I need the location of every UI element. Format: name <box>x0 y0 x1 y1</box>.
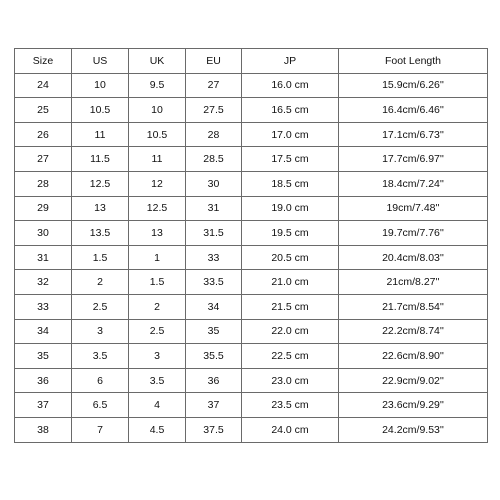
eu-cell: 37.5 <box>186 417 242 442</box>
size-cell: 31 <box>15 245 72 270</box>
jp-cell: 20.5 cm <box>242 245 339 270</box>
table-row <box>15 245 488 270</box>
us-cell: 10 <box>72 73 129 98</box>
size-cell: 37 <box>15 393 72 418</box>
table-row <box>15 270 488 295</box>
jp-cell: 16.0 cm <box>242 73 339 98</box>
eu-cell: 28.5 <box>186 147 242 172</box>
foot-length-cell: 22.6cm/8.90'' <box>339 344 488 369</box>
uk-cell: 2.5 <box>129 319 186 344</box>
jp-cell: 19.0 cm <box>242 196 339 221</box>
us-cell: 3.5 <box>72 344 129 369</box>
foot-length-cell: 19.7cm/7.76'' <box>339 221 488 246</box>
size-cell: 28 <box>15 171 72 196</box>
us-cell: 11 <box>72 122 129 147</box>
table-row <box>15 319 488 344</box>
size-cell: 33 <box>15 294 72 319</box>
foot-length-cell: 22.2cm/8.74'' <box>339 319 488 344</box>
foot-length-cell: 17.7cm/6.97'' <box>339 147 488 172</box>
eu-cell: 37 <box>186 393 242 418</box>
table-body <box>15 73 488 442</box>
eu-cell: 31.5 <box>186 221 242 246</box>
jp-cell: 21.5 cm <box>242 294 339 319</box>
table-row <box>15 393 488 418</box>
jp-cell: 22.5 cm <box>242 344 339 369</box>
size-cell: 34 <box>15 319 72 344</box>
uk-cell: 10 <box>129 98 186 123</box>
foot-length-cell: 22.9cm/9.02'' <box>339 368 488 393</box>
size-cell: 24 <box>15 73 72 98</box>
jp-cell: 17.5 cm <box>242 147 339 172</box>
header-row <box>15 49 488 74</box>
size-cell: 26 <box>15 122 72 147</box>
size-cell: 29 <box>15 196 72 221</box>
us-cell: 13 <box>72 196 129 221</box>
foot-length-cell: 20.4cm/8.03'' <box>339 245 488 270</box>
table-row <box>15 98 488 123</box>
size-cell: 25 <box>15 98 72 123</box>
header-us: US <box>72 49 129 74</box>
size-cell: 36 <box>15 368 72 393</box>
uk-cell: 11 <box>129 147 186 172</box>
uk-cell: 9.5 <box>129 73 186 98</box>
header-uk: UK <box>129 49 186 74</box>
table-row <box>15 147 488 172</box>
table-row <box>15 221 488 246</box>
size-chart-table <box>14 48 488 443</box>
jp-cell: 18.5 cm <box>242 171 339 196</box>
us-cell: 11.5 <box>72 147 129 172</box>
us-cell: 13.5 <box>72 221 129 246</box>
eu-cell: 27.5 <box>186 98 242 123</box>
jp-cell: 23.0 cm <box>242 368 339 393</box>
eu-cell: 33.5 <box>186 270 242 295</box>
us-cell: 10.5 <box>72 98 129 123</box>
header-jp: JP <box>242 49 339 74</box>
us-cell: 2 <box>72 270 129 295</box>
size-cell: 38 <box>15 417 72 442</box>
table-row <box>15 196 488 221</box>
jp-cell: 24.0 cm <box>242 417 339 442</box>
header-eu: EU <box>186 49 242 74</box>
eu-cell: 35.5 <box>186 344 242 369</box>
table-row <box>15 294 488 319</box>
uk-cell: 1.5 <box>129 270 186 295</box>
header-foot-length: Foot Length <box>339 49 488 74</box>
eu-cell: 36 <box>186 368 242 393</box>
jp-cell: 19.5 cm <box>242 221 339 246</box>
us-cell: 1.5 <box>72 245 129 270</box>
eu-cell: 31 <box>186 196 242 221</box>
foot-length-cell: 24.2cm/9.53'' <box>339 417 488 442</box>
jp-cell: 16.5 cm <box>242 98 339 123</box>
uk-cell: 1 <box>129 245 186 270</box>
foot-length-cell: 16.4cm/6.46'' <box>339 98 488 123</box>
uk-cell: 4 <box>129 393 186 418</box>
eu-cell: 27 <box>186 73 242 98</box>
size-cell: 30 <box>15 221 72 246</box>
us-cell: 7 <box>72 417 129 442</box>
jp-cell: 22.0 cm <box>242 319 339 344</box>
jp-cell: 23.5 cm <box>242 393 339 418</box>
size-cell: 35 <box>15 344 72 369</box>
table-row <box>15 368 488 393</box>
table-row <box>15 417 488 442</box>
jp-cell: 17.0 cm <box>242 122 339 147</box>
foot-length-cell: 15.9cm/6.26'' <box>339 73 488 98</box>
eu-cell: 33 <box>186 245 242 270</box>
us-cell: 6.5 <box>72 393 129 418</box>
us-cell: 2.5 <box>72 294 129 319</box>
uk-cell: 12.5 <box>129 196 186 221</box>
size-cell: 32 <box>15 270 72 295</box>
foot-length-cell: 23.6cm/9.29'' <box>339 393 488 418</box>
uk-cell: 3.5 <box>129 368 186 393</box>
uk-cell: 12 <box>129 171 186 196</box>
eu-cell: 30 <box>186 171 242 196</box>
uk-cell: 2 <box>129 294 186 319</box>
us-cell: 3 <box>72 319 129 344</box>
uk-cell: 4.5 <box>129 417 186 442</box>
jp-cell: 21.0 cm <box>242 270 339 295</box>
eu-cell: 28 <box>186 122 242 147</box>
table-row <box>15 73 488 98</box>
foot-length-cell: 18.4cm/7.24'' <box>339 171 488 196</box>
table-row <box>15 344 488 369</box>
foot-length-cell: 17.1cm/6.73'' <box>339 122 488 147</box>
foot-length-cell: 19cm/7.48'' <box>339 196 488 221</box>
us-cell: 12.5 <box>72 171 129 196</box>
eu-cell: 34 <box>186 294 242 319</box>
table-row <box>15 171 488 196</box>
foot-length-cell: 21.7cm/8.54'' <box>339 294 488 319</box>
uk-cell: 13 <box>129 221 186 246</box>
header-size: Size <box>15 49 72 74</box>
foot-length-cell: 21cm/8.27'' <box>339 270 488 295</box>
uk-cell: 10.5 <box>129 122 186 147</box>
size-cell: 27 <box>15 147 72 172</box>
eu-cell: 35 <box>186 319 242 344</box>
us-cell: 6 <box>72 368 129 393</box>
uk-cell: 3 <box>129 344 186 369</box>
table-row <box>15 122 488 147</box>
